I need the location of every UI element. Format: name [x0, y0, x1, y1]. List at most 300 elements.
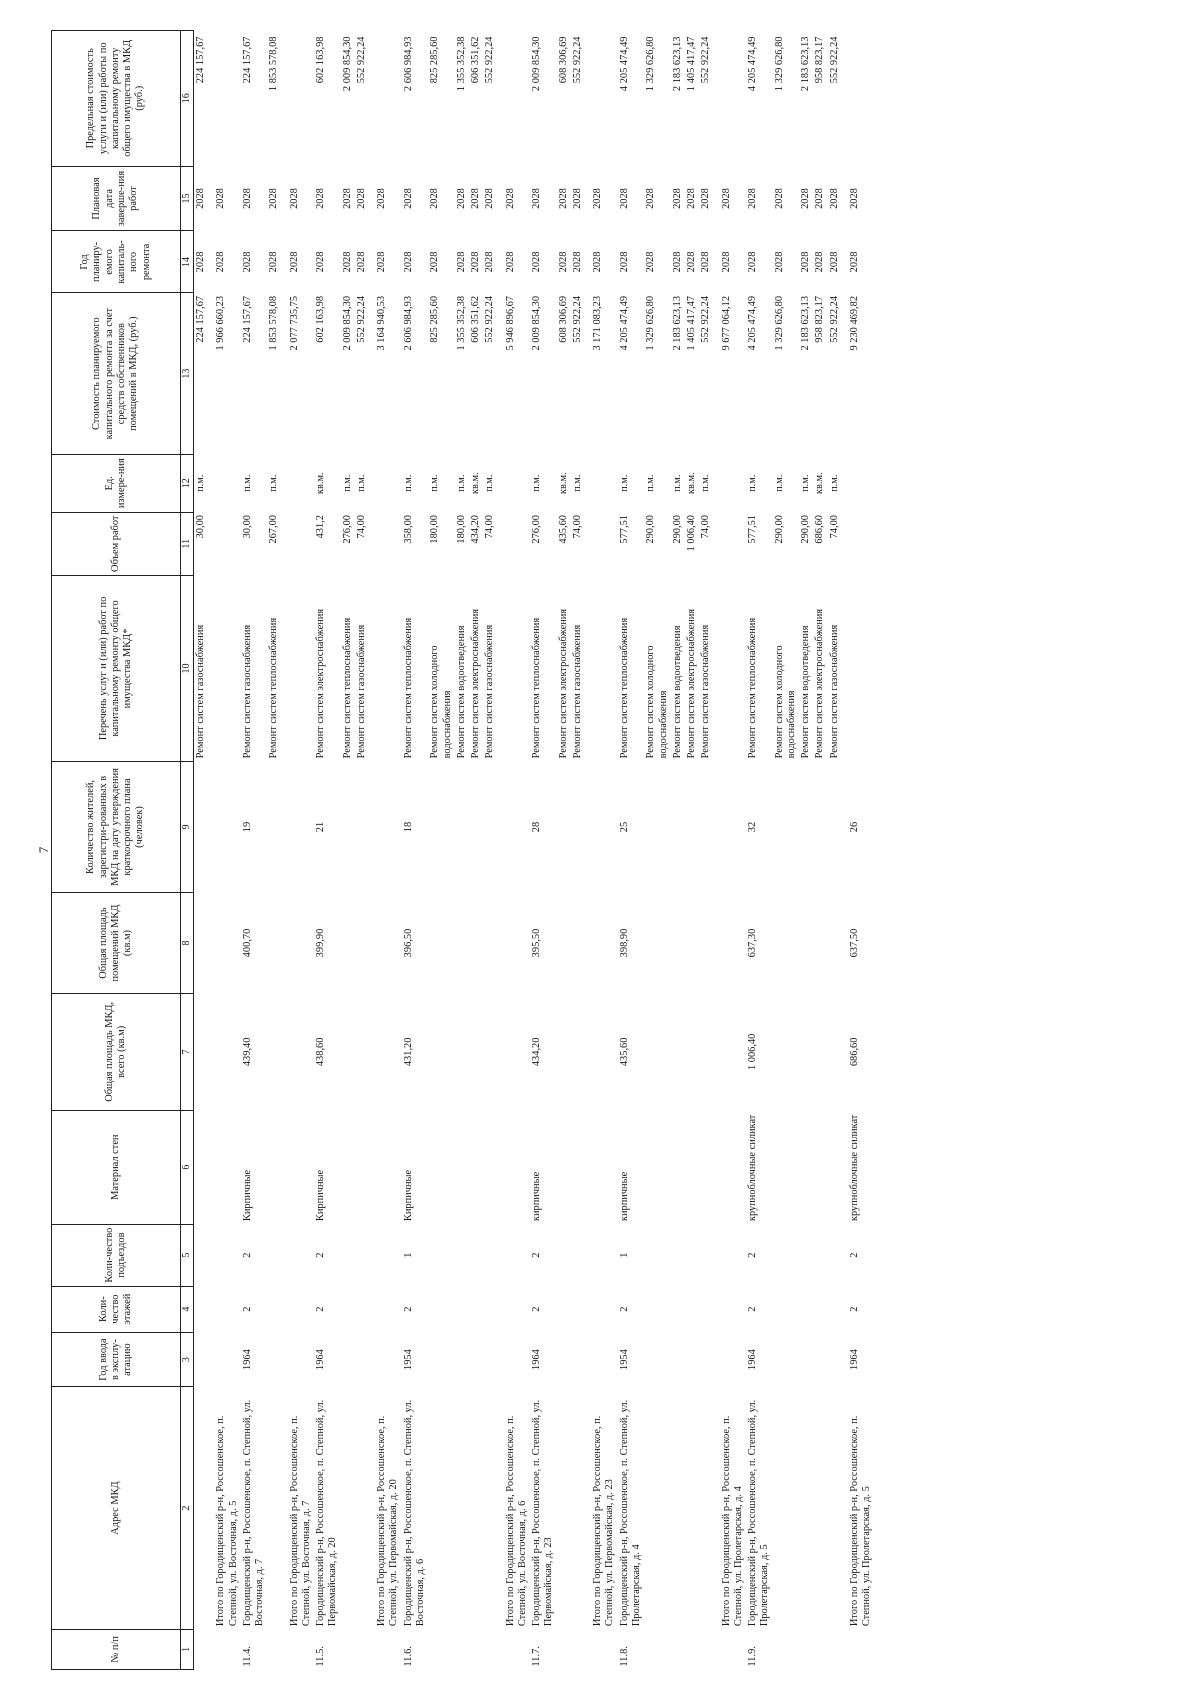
work-cost: 1 329 626,80 [773, 295, 785, 351]
empty-cell [483, 761, 497, 892]
work-name: Ремонт систем электроснабжения [315, 608, 327, 759]
wall-material: кирпичные [531, 1171, 543, 1222]
empty-cell [773, 1224, 800, 1286]
empty-cell [585, 575, 618, 761]
empty-cell [813, 761, 827, 892]
work-date: 2028 [671, 188, 683, 209]
work-date: 2028 [700, 188, 712, 209]
empty-cell [557, 993, 571, 1110]
empty-cell [208, 1286, 241, 1332]
empty-cell [208, 1110, 241, 1224]
work-year: 2028 [557, 251, 569, 273]
work-date: 2028 [455, 188, 467, 209]
empty-cell [714, 512, 747, 575]
column-number-2: 2 [181, 1387, 194, 1629]
work-volume: 290,00 [645, 515, 657, 544]
commission-year: 1964 [241, 1349, 253, 1370]
work-date: 2028 [429, 188, 441, 209]
column-number-9: 9 [181, 761, 194, 892]
empty-cell [455, 1332, 469, 1387]
work-limit: 224 157,67 [241, 36, 253, 84]
table-row [483, 31, 497, 1670]
resident-count: 32 [747, 821, 759, 833]
column-number-14: 14 [181, 231, 194, 293]
empty-cell [571, 893, 585, 994]
commission-year: 1964 [747, 1349, 759, 1370]
empty-cell [685, 893, 699, 994]
empty-cell [355, 1629, 369, 1669]
empty-cell [369, 454, 402, 512]
empty-cell [498, 31, 531, 167]
work-name: Ремонт систем теплоснабжения [341, 617, 353, 759]
work-year: 2028 [828, 251, 840, 273]
empty-cell [773, 893, 800, 994]
empty-cell [714, 1286, 747, 1332]
work-year: 2028 [800, 251, 812, 273]
work-cost: 2 606 984,93 [402, 295, 414, 351]
work-limit: 1 355 352,38 [455, 36, 467, 92]
empty-cell [355, 1224, 369, 1286]
empty-cell [714, 454, 747, 512]
empty-cell [194, 893, 209, 994]
work-unit: п.м. [429, 474, 441, 492]
empty-cell [842, 454, 875, 512]
work-volume: 180,00 [455, 515, 467, 544]
premises-area: 399,90 [315, 928, 327, 958]
floor-count: 2 [747, 1306, 759, 1312]
total-area: 686,60 [848, 1037, 860, 1067]
empty-cell [571, 1387, 585, 1629]
row-number: 11.4. [241, 1646, 253, 1667]
empty-cell [194, 993, 209, 1110]
work-volume: 686,60 [814, 515, 826, 544]
empty-cell [714, 1629, 747, 1669]
work-volume: 290,00 [671, 515, 683, 544]
building-address: Городищенский р-н, Россошенское, п. Степной, ул. Первомайская, д. 20 [315, 1399, 339, 1627]
empty-cell [194, 1286, 209, 1332]
empty-cell [644, 1286, 671, 1332]
work-volume: 30,00 [241, 515, 253, 539]
empty-cell [483, 1332, 497, 1387]
empty-cell [498, 1332, 531, 1387]
column-header-5: Коли-чество подъездов [52, 1224, 181, 1286]
work-date: 2028 [484, 188, 496, 209]
empty-cell [585, 31, 618, 167]
work-name: Ремонт систем теплоснабжения [531, 617, 543, 759]
empty-cell [355, 1387, 369, 1629]
empty-cell [571, 1224, 585, 1286]
empty-cell [469, 893, 483, 994]
empty-cell [282, 1286, 315, 1332]
empty-cell [483, 1286, 497, 1332]
work-date: 2028 [402, 188, 414, 209]
empty-cell [799, 761, 813, 892]
resident-count: 18 [402, 821, 414, 833]
rotated-document [37, 30, 1187, 1670]
column-number-16: 16 [181, 31, 194, 167]
table-row [557, 31, 571, 1670]
work-name: Ремонт систем газоснабжения [828, 624, 840, 759]
empty-cell [714, 1332, 747, 1387]
empty-cell [208, 512, 241, 575]
work-cost: 552 922,24 [700, 295, 712, 343]
table-row [773, 31, 800, 1670]
commission-year: 1954 [618, 1349, 630, 1370]
work-year: 2028 [571, 251, 583, 273]
work-cost: 606 351,62 [470, 295, 482, 343]
empty-cell [644, 993, 671, 1110]
empty-cell [585, 1332, 618, 1387]
empty-cell [282, 1332, 315, 1387]
empty-cell [483, 1629, 497, 1669]
empty-cell [585, 1224, 618, 1286]
empty-cell [828, 1629, 842, 1669]
empty-cell [428, 1629, 455, 1669]
resident-count: 21 [315, 821, 327, 833]
work-year: 2028 [484, 251, 496, 273]
table-row [194, 31, 209, 1670]
work-year: 2028 [618, 251, 630, 273]
work-cost: 552 922,24 [828, 295, 840, 343]
table-row [746, 31, 773, 1670]
commission-year: 1964 [531, 1349, 543, 1370]
empty-cell [644, 1387, 671, 1629]
empty-cell [355, 761, 369, 892]
table-row [571, 31, 585, 1670]
premises-area: 395,50 [531, 928, 543, 958]
empty-cell [685, 1387, 699, 1629]
table-row [355, 31, 369, 1670]
work-unit: п.м. [268, 474, 280, 492]
empty-cell [369, 31, 402, 167]
total-date: 2028 [376, 188, 388, 209]
work-year: 2028 [241, 251, 253, 273]
wall-material: Кирпичные [315, 1169, 327, 1222]
empty-cell [341, 1387, 355, 1629]
empty-cell [282, 575, 315, 761]
entrance-count: 2 [315, 1252, 327, 1258]
total-area: 1 006,40 [747, 1033, 759, 1071]
resident-count: 19 [241, 821, 253, 833]
empty-cell [282, 454, 315, 512]
work-name: Ремонт систем водоотведения [671, 625, 683, 759]
work-date: 2028 [747, 188, 759, 209]
empty-cell [369, 993, 402, 1110]
empty-cell [585, 454, 618, 512]
entrance-count: 2 [848, 1252, 860, 1258]
work-name: Ремонт систем газоснабжения [571, 624, 583, 759]
total-year: 2028 [848, 251, 860, 273]
empty-cell [282, 893, 315, 994]
total-label: Итого по Городищенский р-н, Россошенское, п. Степной, ул. Пролетарская, д. 5 [848, 1415, 873, 1627]
work-limit: 4 205 474,49 [618, 36, 630, 92]
work-year: 2028 [429, 251, 441, 273]
table-row [314, 31, 341, 1670]
empty-cell [355, 1332, 369, 1387]
work-limit: 1 405 417,47 [686, 36, 698, 92]
table-header [52, 31, 194, 1670]
empty-cell [267, 1110, 281, 1224]
empty-cell [644, 1629, 671, 1669]
work-date: 2028 [645, 188, 657, 209]
empty-cell [799, 893, 813, 994]
work-limit: 4 205 474,49 [747, 36, 759, 92]
work-limit: 2 183 623,13 [800, 36, 812, 92]
work-volume: 1 006,40 [686, 515, 698, 552]
empty-cell [282, 512, 315, 575]
empty-cell [267, 761, 281, 892]
empty-cell [813, 1110, 827, 1224]
work-unit: п.м. [618, 474, 630, 492]
table-row [402, 31, 429, 1670]
work-year: 2028 [315, 251, 327, 273]
empty-cell [483, 1387, 497, 1629]
empty-cell [282, 31, 315, 167]
empty-cell [828, 1332, 842, 1387]
empty-cell [194, 761, 209, 892]
empty-cell [714, 761, 747, 892]
total-row [369, 31, 402, 1670]
empty-cell [699, 1286, 713, 1332]
empty-cell [469, 1387, 483, 1629]
empty-cell [557, 893, 571, 994]
empty-cell [671, 1387, 685, 1629]
empty-cell [842, 1629, 875, 1669]
floor-count: 2 [531, 1306, 543, 1312]
wall-material: крупноблочные силикат [848, 1114, 860, 1222]
empty-cell [828, 893, 842, 994]
empty-cell [699, 1224, 713, 1286]
empty-cell [571, 1332, 585, 1387]
work-year: 2028 [671, 251, 683, 273]
work-unit: кв.м. [686, 472, 698, 495]
empty-cell [699, 1387, 713, 1629]
column-number-11: 11 [181, 512, 194, 575]
empty-cell [557, 1224, 571, 1286]
row-number: 11.7. [531, 1646, 543, 1667]
empty-cell [699, 1110, 713, 1224]
empty-cell [813, 1224, 827, 1286]
empty-cell [671, 761, 685, 892]
empty-cell [773, 1387, 800, 1629]
total-year: 2028 [720, 251, 732, 273]
empty-cell [685, 1286, 699, 1332]
empty-cell [799, 993, 813, 1110]
work-year: 2028 [773, 251, 785, 273]
empty-cell [428, 1286, 455, 1332]
work-year: 2028 [686, 251, 698, 273]
empty-cell [685, 993, 699, 1110]
empty-cell [341, 1629, 355, 1669]
empty-cell [557, 1286, 571, 1332]
empty-cell [557, 1629, 571, 1669]
total-label: Итого по Городищенский р-н, Россошенское, п. Степной, ул. Восточная, д. 6 [504, 1415, 528, 1627]
empty-cell [428, 893, 455, 994]
empty-cell [208, 761, 241, 892]
empty-cell [469, 1224, 483, 1286]
work-volume: 74,00 [700, 515, 712, 539]
empty-cell [828, 1286, 842, 1332]
empty-cell [483, 1224, 497, 1286]
total-label: Итого по Городищенский р-н, Россошенское, п. Степной, ул. Пролетарская, д. 4 [720, 1415, 744, 1627]
column-header-1: № п/п [52, 1629, 181, 1669]
work-name: Ремонт систем холодного водоснабжения [773, 645, 797, 759]
empty-cell [355, 893, 369, 994]
work-unit: кв.м. [557, 472, 569, 495]
empty-cell [644, 1332, 671, 1387]
work-date: 2028 [618, 188, 630, 209]
empty-cell [369, 893, 402, 994]
table-row [644, 31, 671, 1670]
work-date: 2028 [828, 188, 840, 209]
column-header-11: Объем работ [52, 512, 181, 575]
work-volume: 431,2 [315, 515, 327, 539]
column-number-row [181, 31, 194, 1670]
work-volume: 180,00 [429, 515, 441, 544]
work-unit: п.м. [402, 474, 414, 492]
empty-cell [813, 1629, 827, 1669]
empty-cell [799, 1387, 813, 1629]
empty-cell [267, 893, 281, 994]
empty-cell [282, 761, 315, 892]
empty-cell [355, 1286, 369, 1332]
commission-year: 1964 [848, 1349, 860, 1370]
column-header-9: Количество жителей, зарегистри-рованных в МКД на дату утверждения краткосрочного плана (человек) [52, 761, 181, 892]
empty-cell [799, 1224, 813, 1286]
empty-cell [714, 31, 747, 167]
total-cost: 2 077 735,75 [288, 295, 300, 351]
empty-cell [208, 1332, 241, 1387]
total-cost: 1 966 660,23 [215, 295, 227, 351]
table-row [530, 31, 557, 1670]
total-cost: 9 677 064,12 [720, 295, 732, 351]
empty-cell [469, 1110, 483, 1224]
empty-cell [369, 575, 402, 761]
empty-cell [498, 512, 531, 575]
empty-cell [194, 1387, 209, 1629]
column-number-3: 3 [181, 1332, 194, 1387]
work-date: 2028 [557, 188, 569, 209]
work-volume: 434,20 [470, 515, 482, 544]
building-address: Городищенский р-н, Россошенское, п. Степной, ул. Пролетарская, д. 4 [618, 1399, 642, 1627]
empty-cell [671, 1332, 685, 1387]
empty-cell [671, 1629, 685, 1669]
resident-count: 26 [848, 821, 860, 833]
empty-cell [685, 761, 699, 892]
total-cost: 3 171 083,23 [592, 295, 604, 351]
empty-cell [483, 993, 497, 1110]
work-unit: п.м. [571, 474, 583, 492]
work-cost: 2 009 854,30 [341, 295, 353, 351]
empty-cell [267, 1332, 281, 1387]
column-number-7: 7 [181, 993, 194, 1110]
empty-cell [194, 1110, 209, 1224]
floor-count: 2 [402, 1306, 414, 1312]
work-cost: 1 853 578,08 [268, 295, 280, 351]
floor-count: 2 [241, 1306, 253, 1312]
work-volume: 74,00 [571, 515, 583, 539]
total-row [585, 31, 618, 1670]
work-limit: 2 183 623,13 [671, 36, 683, 92]
work-date: 2028 [355, 188, 367, 209]
empty-cell [585, 1110, 618, 1224]
total-row [498, 31, 531, 1670]
empty-cell [644, 1110, 671, 1224]
column-header-3: Год ввода в эксплу-атацию [52, 1332, 181, 1387]
work-limit: 552 922,24 [571, 36, 583, 84]
column-header-2: Адрес МКД [52, 1387, 181, 1629]
work-cost: 2 009 854,30 [531, 295, 543, 351]
empty-cell [813, 1332, 827, 1387]
work-volume: 74,00 [355, 515, 367, 539]
empty-cell [498, 1286, 531, 1332]
work-limit: 2 606 984,93 [402, 36, 414, 92]
work-unit: п.м. [800, 474, 812, 492]
total-area: 435,60 [618, 1037, 630, 1067]
work-volume: 290,00 [773, 515, 785, 544]
work-date: 2028 [315, 188, 327, 209]
table-row [828, 31, 842, 1670]
empty-cell [644, 893, 671, 994]
empty-cell [208, 1629, 241, 1669]
empty-cell [585, 993, 618, 1110]
empty-cell [714, 893, 747, 994]
total-cost: 9 230 469,82 [848, 295, 860, 351]
empty-cell [799, 1332, 813, 1387]
work-date: 2028 [241, 188, 253, 209]
total-area: 431,20 [402, 1037, 414, 1067]
total-date: 2028 [215, 188, 227, 209]
work-limit: 606 351,62 [470, 36, 482, 84]
work-date: 2028 [531, 188, 543, 209]
work-unit: кв.м. [315, 472, 327, 495]
empty-cell [498, 993, 531, 1110]
work-name: Ремонт систем водоотведения [455, 625, 467, 759]
table-row [618, 31, 645, 1670]
work-limit: 608 306,69 [557, 36, 569, 84]
work-unit: п.м. [531, 474, 543, 492]
building-address: Городищенский р-н, Россошенское, п. Степной, ул. Пролетарская, д. 5 [747, 1399, 771, 1627]
empty-cell [194, 1629, 209, 1669]
empty-cell [469, 761, 483, 892]
empty-cell [428, 1332, 455, 1387]
premises-area: 637,30 [747, 928, 759, 958]
total-year: 2028 [592, 251, 604, 273]
row-number: 11.8. [618, 1646, 630, 1667]
work-date: 2028 [773, 188, 785, 209]
work-name: Ремонт систем газоснабжения [355, 624, 367, 759]
empty-cell [813, 993, 827, 1110]
table-row [469, 31, 483, 1670]
empty-cell [208, 31, 241, 167]
empty-cell [208, 575, 241, 761]
floor-count: 2 [848, 1306, 860, 1312]
work-unit: п.м. [341, 474, 353, 492]
empty-cell [498, 1110, 531, 1224]
empty-cell [571, 993, 585, 1110]
total-row [208, 31, 241, 1670]
empty-cell [428, 1224, 455, 1286]
empty-cell [714, 1224, 747, 1286]
empty-cell [699, 1332, 713, 1387]
work-year: 2028 [341, 251, 353, 273]
empty-cell [671, 1286, 685, 1332]
empty-cell [483, 1110, 497, 1224]
empty-cell [469, 1629, 483, 1669]
wall-material: Кирпичные [402, 1169, 414, 1222]
empty-cell [828, 1110, 842, 1224]
total-date: 2028 [720, 188, 732, 209]
